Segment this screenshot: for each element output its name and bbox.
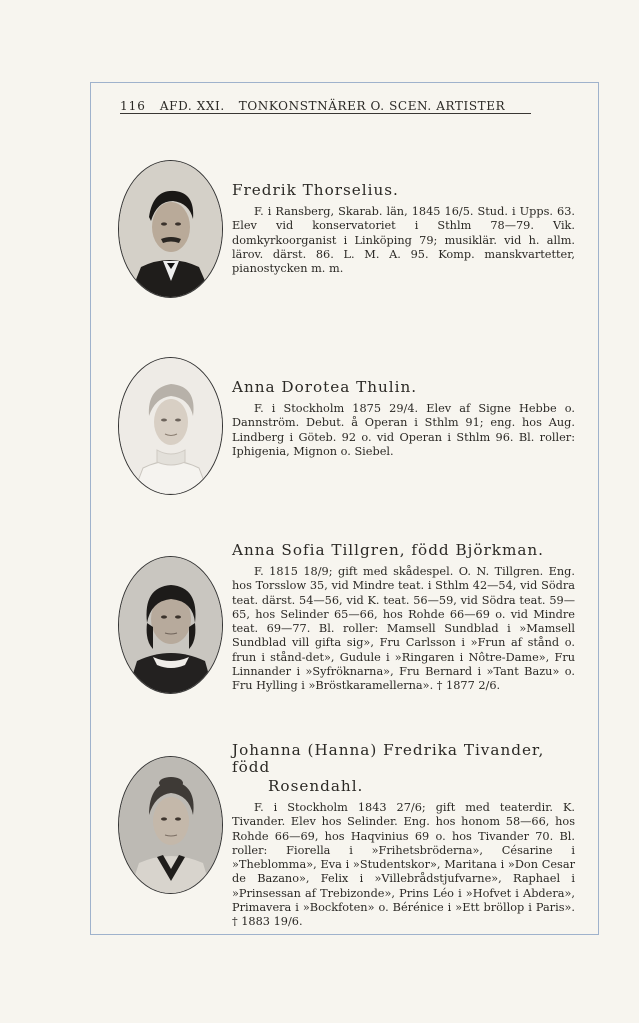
person-name: Anna Sofia Tillgren, född Björkman. — [232, 541, 545, 559]
biography-text: F. i Stockholm 1875 29/4. Elev af Signe Hebbe o. Dannström. Debut. å Operan i Sthlm 91; eng. hos Aug. Lindberg i Göteb. 92 o. vid Operan i Sthlm 96. Bl. roller: Iphigenia, Mignon o. Siebel. — [232, 402, 575, 458]
header-title: TONKONSTNÄRER O. SCEN. ARTISTER — [238, 99, 506, 113]
section-label: AFD. XXI. — [159, 99, 225, 113]
portrait-photo — [118, 357, 223, 495]
biography-text: F. i Stockholm 1843 27/6; gift med teaterdir. K. Tivander. Elev hos Selinder. Eng. hos honom 58—66, hos Rohde 66—69, hos Haqvinius 69 o. hos Tivander 70. Bl. roller: Fiorella i »Frihetsbröderna», Césarine i »Theblomma», Eva i »Studentskor», Maritana i »Don Cesar de Bazano», Felix i »Villebrådstjufvarne», Raphael i »Prinsessan af Trebizonde», Prins Léo i »Hofvet i Abdera», Primavera i »Bockfoten» o. Bérénice i »Ett bröllop i Paris». † 1883 19/6. — [232, 801, 575, 929]
page-number: 116 — [120, 99, 146, 113]
portrait-photo — [118, 756, 223, 894]
person-name: Fredrik Thorselius. — [232, 181, 399, 199]
person-name: Johanna (Hanna) Fredrika Tivander, född — [232, 741, 545, 776]
portrait-photo — [118, 556, 223, 694]
person-name: Anna Dorotea Thulin. — [232, 378, 418, 396]
portrait-photo — [118, 160, 223, 298]
biography-text: F. 1815 18/9; gift med skådespel. O. N. Tillgren. Eng. hos Torsslow 35, vid Mindre teat. i Sthlm 42—54, vid Södra teat. därst. 54—56, vid K. teat. 56—59, vid Södra teat. 59—65, hos Selinder 65—66, hos Rohde 66—69 o. vid Mindre teat. 69—77. Bl. roller: Mamsell Sundblad i »Mamsell Sundblad vill gifta sig», Fru Carlsson i »Frun af stånd o. frun i stånd-det», Gudule i »Ringaren i Nôtre-Dame», Fru Linnander i »Syfröknarna», Fru Bernard i »Tant Bazu» o. Fru Hylling i »Bröstkaramellerna». † 1877 2/6. — [232, 565, 575, 693]
person-name-continued: Rosendahl. — [268, 777, 364, 795]
biography-text: F. i Ransberg, Skarab. län, 1845 16/5. Stud. i Upps. 63. Elev vid konservatoriet i Sthlm 78—79. Vik. domkyrkoorganist i Linköping 79; musiklär. vid h. allm. lärov. därst. 86. L. M. A. 95. Komp. manskvartetter, pianostycken m. m. — [232, 205, 575, 276]
running-header — [120, 95, 531, 114]
